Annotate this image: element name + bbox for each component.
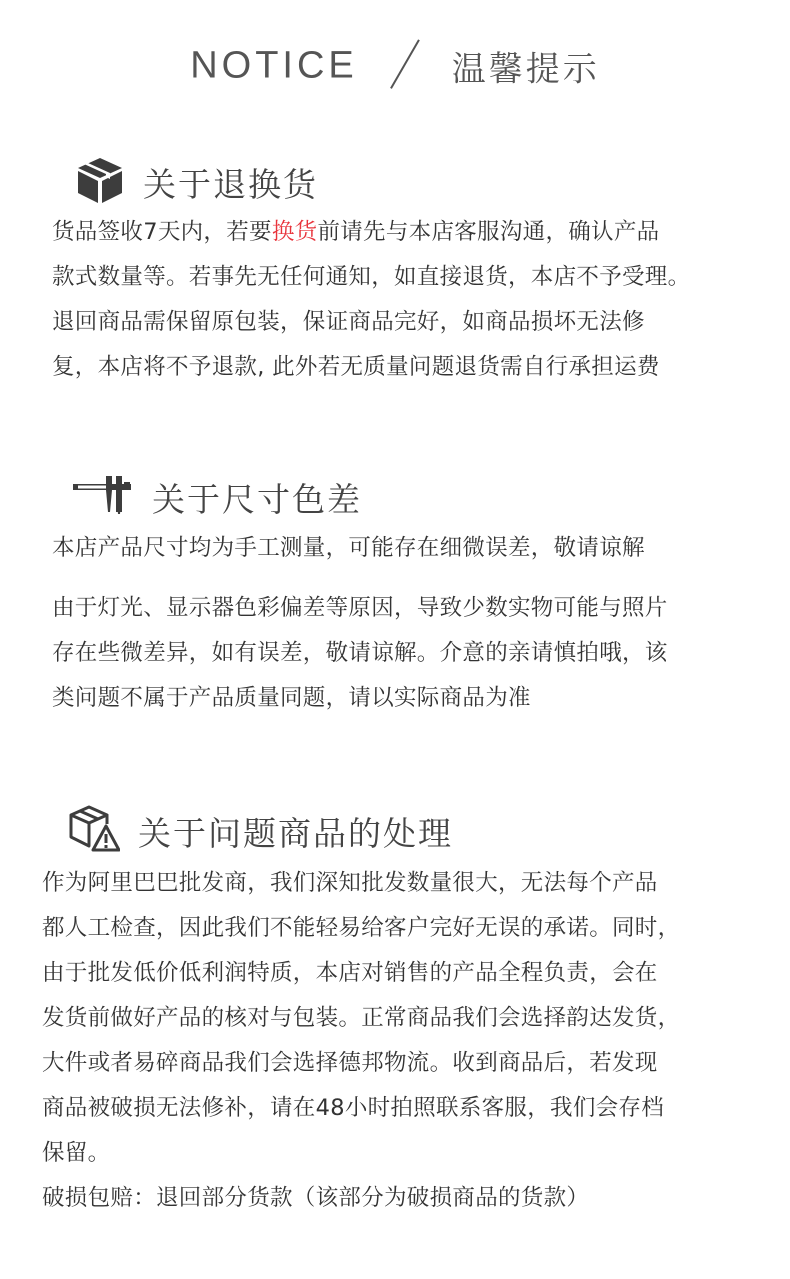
returns-line-2: 款式数量等。若事先无任何通知，如直接退货，本店不予受理。 — [52, 264, 691, 290]
size-line-4: 类问题不属于产品质量同题，请以实际商品为准 — [52, 685, 531, 711]
defects-line-7: 保留。 — [42, 1140, 111, 1166]
size-title: 关于尺寸色差 — [152, 479, 362, 519]
size-text-1 — [52, 526, 645, 571]
defects-line-5: 大件或者易碎商品我们会选择德邦物流。收到商品后，若发现 — [42, 1050, 658, 1076]
notice-title-zh: 温馨提示 — [451, 49, 600, 90]
size-section-title — [72, 472, 362, 522]
highlight-exchange: 换货 — [271, 219, 318, 245]
defects-text — [42, 861, 680, 1221]
defects-line-2: 都人工检查，因此我们不能轻易给客户完好无误的承诺。同时， — [42, 915, 681, 941]
returns-section-title — [75, 155, 318, 209]
size-line-3: 存在些微差异，如有误差，敬请谅解。介意的亲请慎拍哦，该 — [52, 640, 668, 666]
defects-line-8: 破损包赔：退回部分货款（该部分为破损商品的货款） — [42, 1185, 590, 1211]
defects-section-title — [68, 804, 453, 858]
defects-line-4: 发货前做好产品的核对与包装。正常商品我们会选择韵达发货， — [42, 1005, 681, 1031]
caliper-icon — [72, 472, 134, 522]
size-line-2: 由于灯光、显示器色彩偏差等原因，导致少数实物可能与照片 — [52, 595, 668, 621]
notice-header — [0, 40, 790, 92]
notice-title-en: NOTICE — [190, 44, 358, 87]
box-icon — [75, 155, 125, 209]
returns-text — [52, 210, 690, 390]
returns-line-4: 复，本店将不予退款, 此外若无质量问题退货需自行承担运费 — [52, 354, 660, 380]
size-line-1: 本店产品尺寸均为手工测量，可能存在细微误差，敬请谅解 — [52, 535, 645, 561]
returns-line-1: 货品签收7天内，若要换货前请先与本店客服沟通，确认产品 — [52, 219, 660, 245]
defects-title: 关于问题商品的处理 — [138, 813, 453, 853]
title-divider — [388, 40, 422, 92]
returns-line-3: 退回商品需保留原包装，保证商品完好，如商品损坏无法修 — [52, 309, 645, 335]
defects-line-3: 由于批发低价低利润特质，本店对销售的产品全程负责，会在 — [42, 960, 658, 986]
size-text-2 — [52, 586, 668, 721]
returns-title: 关于退换货 — [143, 164, 318, 204]
box-warning-icon — [68, 804, 120, 858]
defects-line-1: 作为阿里巴巴批发商，我们深知批发数量很大，无法每个产品 — [42, 870, 658, 896]
defects-line-6: 商品被破损无法修补，请在48小时拍照联系客服，我们会存档 — [42, 1095, 665, 1121]
